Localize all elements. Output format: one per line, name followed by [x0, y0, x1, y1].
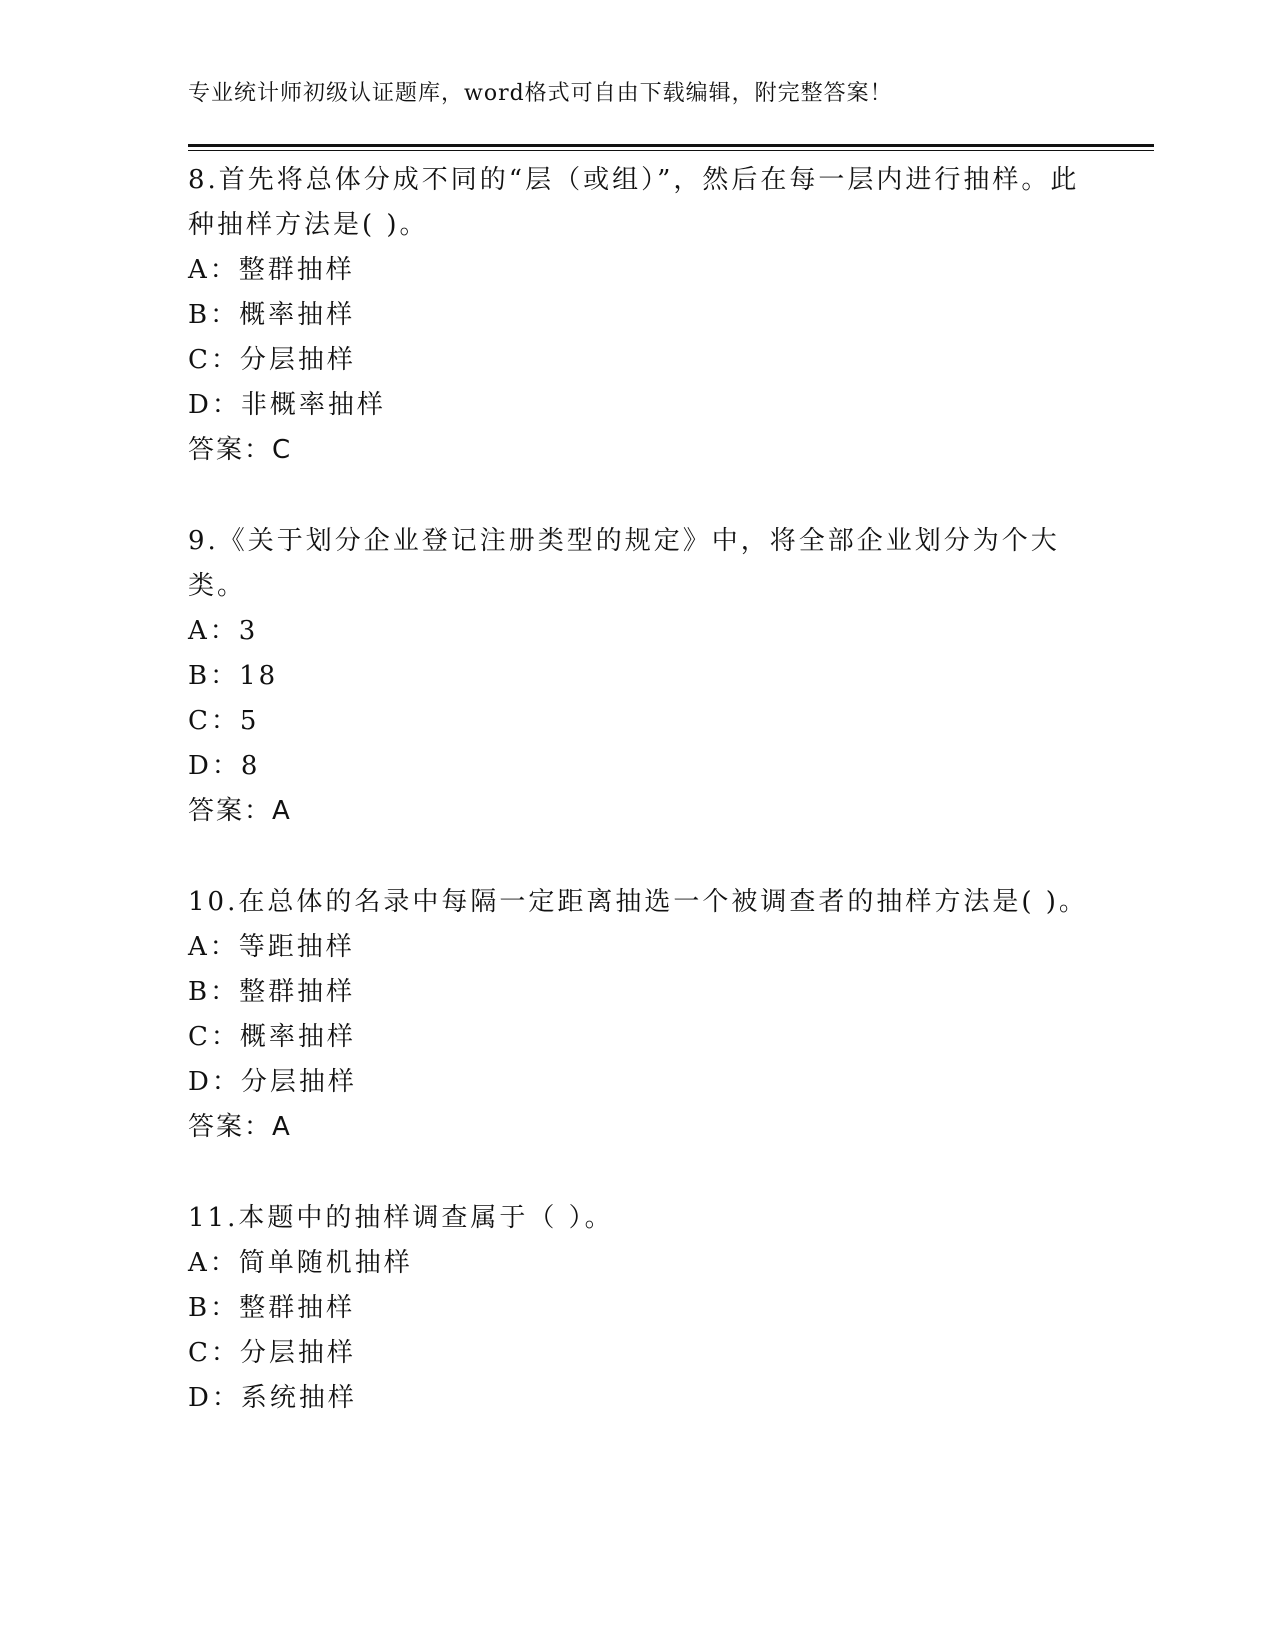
answer-line: 答案：A [188, 1112, 292, 1142]
option-c: C：概率抽样 [188, 1022, 356, 1052]
question-text: 11.本题中的抽样调查属于（ ）。 [188, 1203, 614, 1233]
header-rule-thin [188, 150, 1154, 151]
option-a: A：等距抽样 [188, 932, 355, 962]
question-8 [188, 158, 1088, 473]
option-a: A：整群抽样 [188, 255, 355, 285]
option-d: D：系统抽样 [188, 1383, 357, 1413]
question-text: 10.在总体的名录中每隔一定距离抽选一个被调查者的抽样方法是( )。 [188, 887, 1088, 917]
answer-line: 答案：A [188, 796, 292, 826]
option-a: A：简单随机抽样 [188, 1248, 413, 1278]
question-text: 8.首先将总体分成不同的“层（或组）”，然后在每一层内进行抽样。此种抽样方法是( )。 [188, 165, 1080, 240]
option-d: D：非概率抽样 [188, 390, 386, 420]
question-list [188, 158, 1088, 1467]
question-10 [188, 880, 1088, 1150]
option-b: B：整群抽样 [188, 1293, 356, 1323]
option-b: B：整群抽样 [188, 977, 356, 1007]
option-d: D：分层抽样 [188, 1067, 357, 1097]
option-a: A：3 [188, 616, 259, 646]
question-11 [188, 1196, 1088, 1421]
page-header: 专业统计师初级认证题库，word格式可自由下载编辑，附完整答案！ [188, 81, 893, 106]
option-b: B：18 [188, 661, 279, 691]
option-c: C：5 [188, 706, 260, 736]
question-text: 9.《关于划分企业登记注册类型的规定》中，将全部企业划分为个大类。 [188, 526, 1060, 601]
option-b: B：概率抽样 [188, 300, 356, 330]
header-rule-thick [188, 144, 1154, 147]
option-d: D：8 [188, 751, 261, 781]
option-c: C：分层抽样 [188, 345, 356, 375]
answer-line: 答案：C [188, 435, 293, 465]
question-9 [188, 519, 1088, 834]
option-c: C：分层抽样 [188, 1338, 356, 1368]
